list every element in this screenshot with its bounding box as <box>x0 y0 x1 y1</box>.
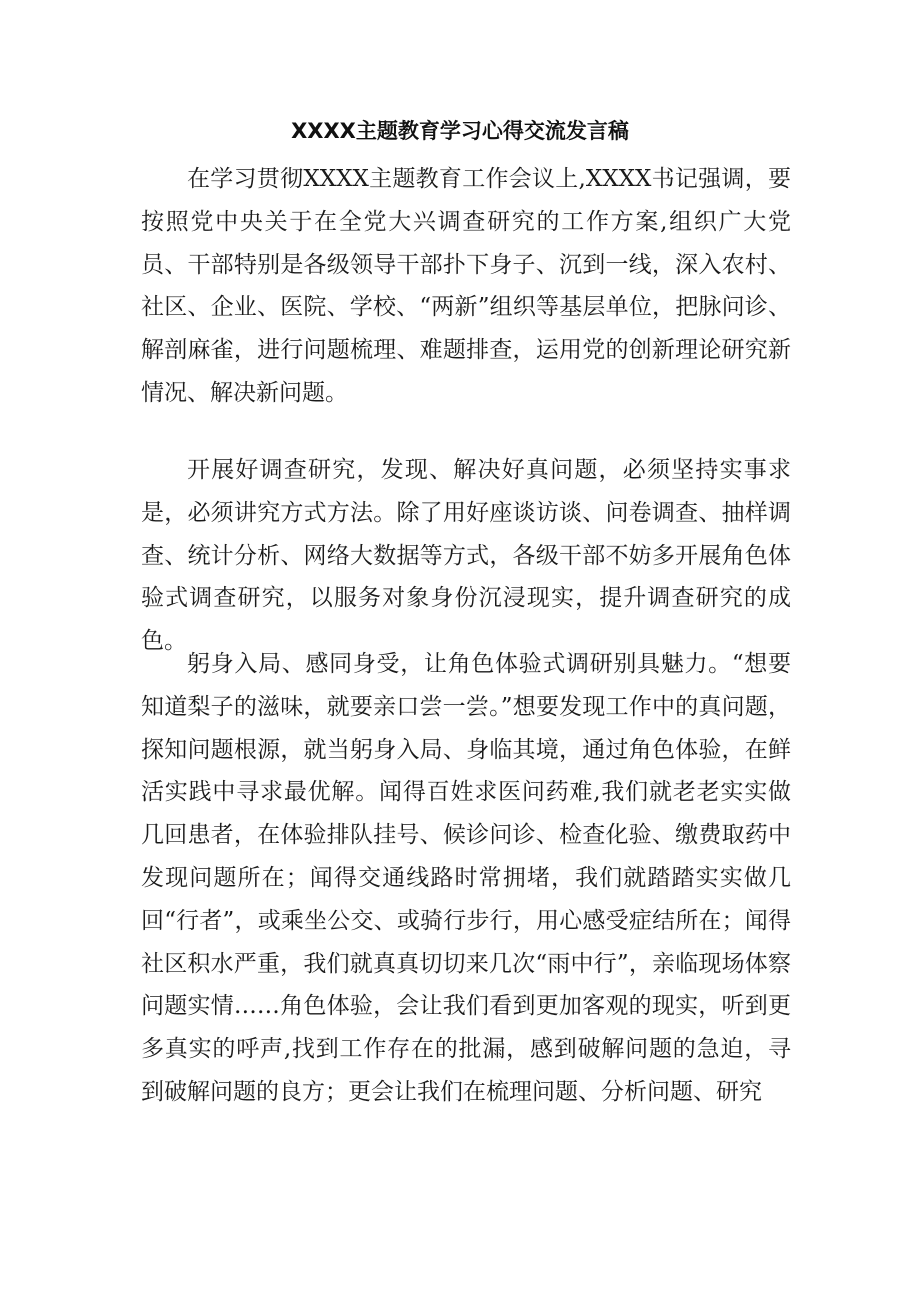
document-title: XXXX主题教育学习心得交流发言稿 <box>291 119 629 143</box>
paragraph-3: 躬身入局、感同身受，让角色体验式调研别具魅力。“想要知道梨子的滋味，就要亲口尝一尝。”想要发现工作中的真问题，探知问题根源，就当躬身入局、身临其境，通过角色体验，在鲜活实践中寻求最优解。闻得百姓求医问药难,我们就老老实实做几回患者，在体验排队挂号、候诊问诊、检查化验、缴费取药中发现问题所在；闻得交通线路时常拥堵，我们就踏踏实实做几回“行者”，或乘坐公交、或骑行步行，用心感受症结所在；闻得社区积水严重，我们就真真切切来几次“雨中行”，亲临现场体察问题实情……角色体验，会让我们看到更加客观的现实，听到更多真实的呼声,找到工作存在的批漏，感到破解问题的急迫，寻到破解问题的良方；更会让我们在梳理问题、分析问题、研究 <box>141 651 791 1105</box>
paragraph-2: 开展好调查研究，发现、解决好真问题，必须坚持实事求是，必须讲究方式方法。除了用好座谈访谈、问卷调查、抽样调查、统计分析、网络大数据等方式，各级干部不妨多开展角色体验式调查研究，以服务对象身份沉浸现实，提升调查研究的成色。 <box>141 457 791 655</box>
paragraph-1: 在学习贯彻XXXX主题教育工作会议上,XXXX书记强调，要按照党中央关于在全党大兴调查研究的工作方案,组织广大党员、干部特别是各级领导干部扑下身子、沉到一线，深入农村、社区、企业、医院、学校、“两新”组织等基层单位，把脉问诊、解剖麻雀，进行问题梳理、难题排查，运用党的创新理论研究新情况、解决新问题。 <box>141 166 791 406</box>
